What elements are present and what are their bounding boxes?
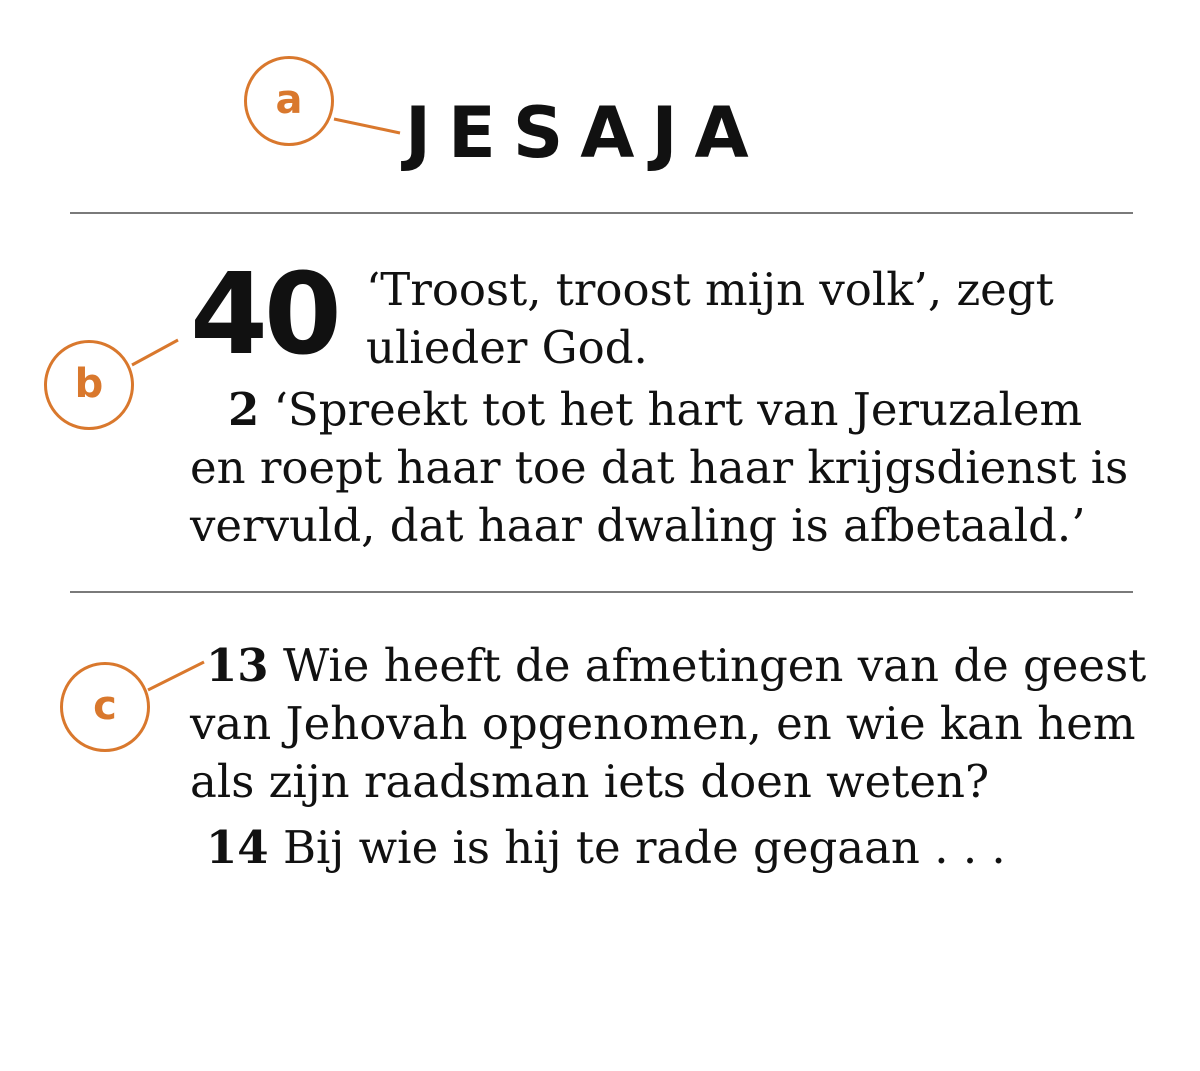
verse-2-text: ‘Spreekt tot het hart van Jeruzalem [273, 383, 1083, 436]
divider-top [70, 212, 1133, 214]
verse-14-text: Bij wie is hij te rade gegaan . . . [282, 821, 1006, 874]
connector-c [148, 662, 204, 690]
verse-2-line-1 [228, 382, 1082, 438]
verse-2-line-3: vervuld, dat haar dwaling is afbetaald.’ [190, 499, 1086, 552]
verse-2-line-2: en roept haar toe dat haar krijgsdienst is [190, 441, 1129, 494]
callout-marker-a: a [244, 56, 334, 146]
connector-b [132, 340, 178, 365]
book-title: JESAJA [405, 92, 766, 174]
callout-marker-c: c [60, 662, 150, 752]
verse-14-line-1 [206, 820, 1006, 876]
verse-13-line-2: van Jehovah opgenomen, en wie kan hem [190, 697, 1136, 750]
verse-13-line-3: als zijn raadsman iets doen weten? [190, 755, 990, 808]
verse-number-14: 14 [206, 821, 269, 874]
verse-1-line-2: ulieder God. [366, 321, 648, 374]
verse-number-13: 13 [206, 639, 269, 692]
divider-bottom [70, 591, 1133, 593]
verse-1-line-1: ‘Troost, troost mijn volk’, zegt [366, 263, 1054, 316]
verse-13-text: Wie heeft de afmetingen van de geest [282, 639, 1147, 692]
verse-13-line-1 [206, 638, 1146, 694]
verse-number-2: 2 [228, 383, 260, 436]
callout-marker-b: b [44, 340, 134, 430]
connector-a [334, 119, 400, 133]
chapter-number: 40 [190, 250, 338, 380]
